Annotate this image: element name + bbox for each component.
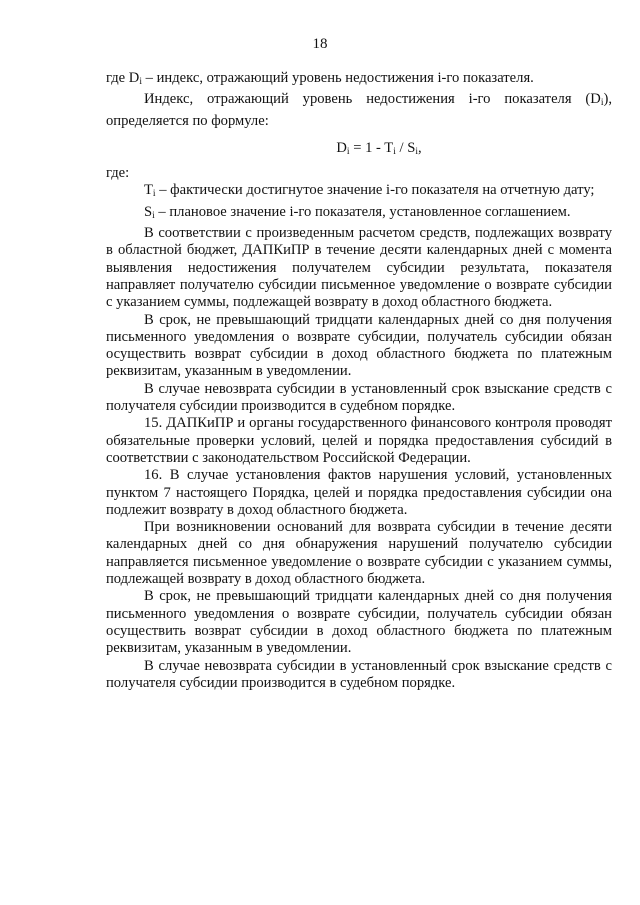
paragraph-item-16: 16. В случае установления фактов нарушения условий, установленных пунктом 7 настоящего Порядка, целей и порядка предоставления субсидии она подлежит возврату в доход областного бюджета. xyxy=(106,467,612,518)
paragraph-item-15: 15. ДАПКиПР и органы государственного финансового контроля проводят обязательные проверки условий, целей и порядка предоставления субсидий в соответствии с законодательством Российской Федерации. xyxy=(106,415,612,466)
subscript: i xyxy=(346,146,350,157)
subscript: i xyxy=(152,189,156,200)
paragraph-index-definition xyxy=(106,70,612,91)
paragraph-t-definition xyxy=(106,182,612,203)
subscript: i xyxy=(415,146,418,157)
formula-part: , xyxy=(417,139,422,156)
formula-part: / S xyxy=(395,139,416,156)
text-run: – индекс, отражающий уровень недостижения i-го показателя. xyxy=(142,70,534,86)
document-body xyxy=(106,70,612,692)
paragraph-refund-deadline: В срок, не превышающий тридцати календарных дней со дня получения письменного уведомления о возврате субсидии, получатель субсидии обязан осуществить возврат субсидии в доход областного бюджета по платежным реквизитам, указанным в уведомлении. xyxy=(106,311,612,380)
text-run: S xyxy=(144,203,153,220)
text-run: T xyxy=(144,182,153,199)
formula-part: D xyxy=(336,139,347,156)
paragraph-court-recovery-2: В случае невозврата субсидии в установленный срок взыскание средств с получателя субсидии производится в судебном порядке. xyxy=(106,657,612,691)
paragraph-refund-calculation: В соответствии с произведенным расчетом средств, подлежащих возврату в областной бюджет, ДАПКиПР в течение десяти календарных дней с момента выявления недостижения получателем субсидии результата, показателя направляет получателю субсидии письменное уведомление о возврате субсидии с указанием суммы, подлежащей возврату в доход областного бюджета. xyxy=(106,225,612,311)
paragraph-refund-grounds: При возникновении оснований для возврата субсидии в течение десяти календарных дней со дня обнаружения нарушений получателю субсидии направляется письменное уведомление о возврате субсидии с указанием суммы, подлежащей возврату в доход областного бюджета. xyxy=(106,519,612,588)
formula xyxy=(106,140,612,161)
subscript: i xyxy=(600,98,604,109)
page-number: 18 xyxy=(312,36,328,52)
paragraph-court-recovery: В случае невозврата субсидии в установленный срок взыскание средств с получателя субсидии производится в судебном порядке. xyxy=(106,380,612,415)
formula-part: = 1 - T xyxy=(349,139,394,156)
paragraph-where: где: xyxy=(106,165,130,182)
subscript: i xyxy=(152,210,155,221)
text-run: Индекс, отражающий уровень недостижения i-го показателя (D xyxy=(144,91,601,108)
paragraph-index-formula-intro xyxy=(106,91,612,130)
text-run: где D xyxy=(106,70,140,86)
text-run: – плановое значение i-го показателя, установленное соглашением. xyxy=(154,203,571,220)
subscript: i xyxy=(393,146,396,157)
subscript: i xyxy=(139,77,142,87)
text-run: ), определяется по формуле: xyxy=(106,91,612,129)
paragraph-refund-deadline-2: В срок, не превышающий тридцати календарных дней со дня получения письменного уведомления о возврате субсидии, получатель субсидии обязан осуществить возврат субсидии в доход областного бюджета по платежным реквизитам, указанным в уведомлении. xyxy=(106,588,612,657)
paragraph-s-definition xyxy=(106,204,612,225)
text-run: – фактически достигнутое значение i-го показателя на отчетную дату; xyxy=(155,182,595,199)
